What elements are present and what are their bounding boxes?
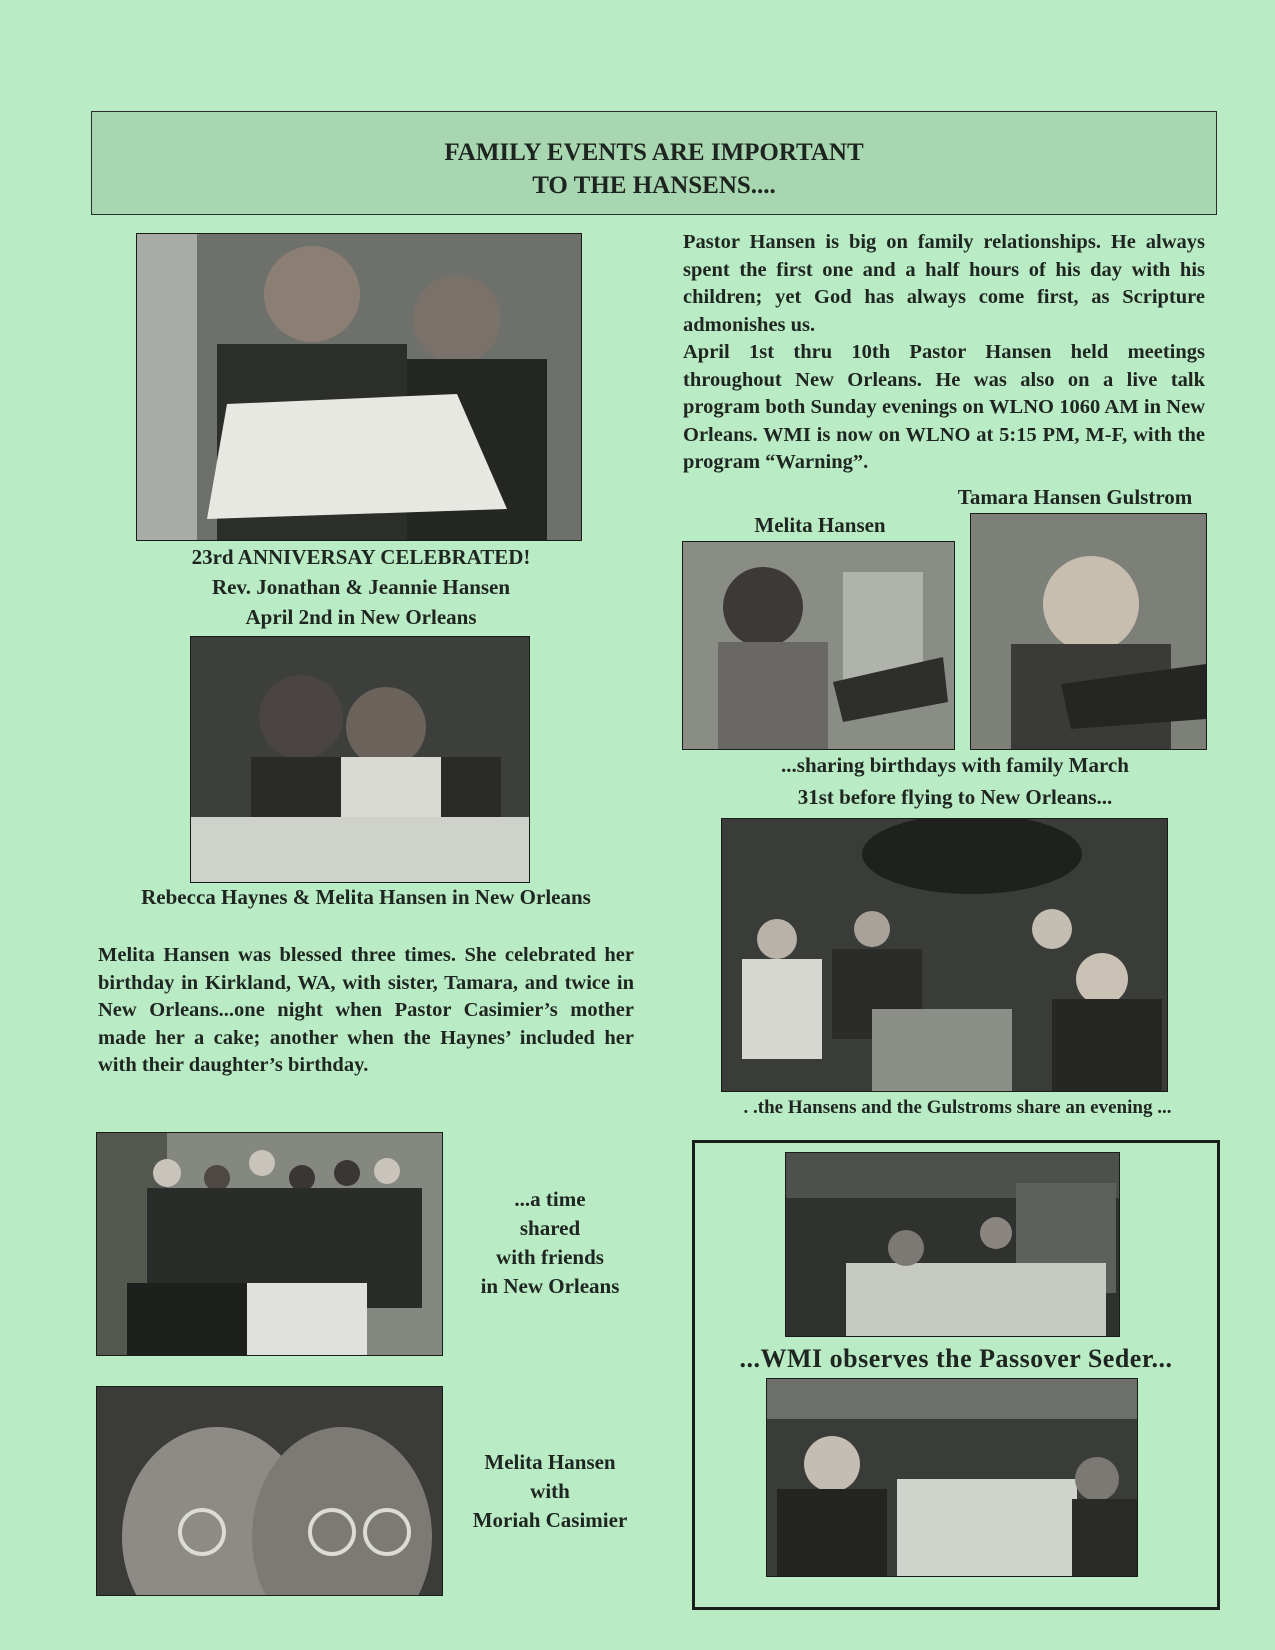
melita-blessed-paragraph: Melita Hansen was blessed three times. She celebrated her birthday in Kirkland, WA, with sister, Tamara, and twice in New Orleans...one night when Pastor Casimier’s mother made her a cake; another when the Haynes’ included her with their daughter’s birthday.: [98, 944, 634, 1076]
evening-caption: . .the Hansens and the Gulstroms share an evening ...: [743, 1097, 1172, 1118]
tamara-label: Tamara Hansen Gulstrom: [957, 485, 1193, 509]
banner-title-line-2: TO THE HANSENS....: [532, 172, 776, 199]
friends-caption-line-1: ...a time: [514, 1187, 586, 1211]
melita-moriah-caption-line-2: with: [530, 1479, 570, 1503]
melita-birthday-photo: [682, 541, 955, 750]
anniversary-photo: [136, 233, 582, 541]
anniversary-caption: [106, 542, 616, 632]
rebecca-melita-caption: Rebecca Haynes & Melita Hansen in New Orleans: [141, 885, 591, 909]
passover-caption: ...WMI observes the Passover Seder...: [739, 1344, 1173, 1373]
melita-moriah-photo: [96, 1386, 443, 1596]
anniversary-caption-line-2: Rev. Jonathan & Jeannie Hansen: [211, 575, 511, 599]
melita-moriah-caption-line-1: Melita Hansen: [484, 1450, 616, 1474]
friends-group-photo: [96, 1132, 443, 1356]
rebecca-melita-photo: [190, 636, 530, 883]
friends-caption-line-4: in New Orleans: [480, 1274, 620, 1298]
friends-caption: [460, 1185, 640, 1301]
april-meetings-paragraph: April 1st thru 10th Pastor Hansen held meetings throughout New Orleans. He was also on a live talk program both Sunday evenings on WLNO 1060 AM in New Orleans. WMI is now on WLNO at 5:15 PM, M-F, with the program “Warning”.: [683, 341, 1205, 473]
tamara-birthday-photo: [970, 513, 1207, 750]
melita-label: Melita Hansen: [754, 513, 886, 537]
melita-moriah-caption: [455, 1448, 645, 1535]
birthdays-caption-line-2: 31st before flying to New Orleans...: [797, 785, 1113, 809]
page-banner: [91, 111, 1217, 215]
anniversary-caption-line-3: April 2nd in New Orleans: [245, 605, 477, 629]
passover-photo-1: [785, 1152, 1120, 1337]
passover-photo-2: [766, 1378, 1138, 1577]
melita-moriah-caption-line-3: Moriah Casimier: [472, 1508, 628, 1532]
hansens-gulstroms-photo: [721, 818, 1168, 1092]
birthdays-caption-line-1: ...sharing birthdays with family March: [781, 753, 1129, 777]
anniversary-caption-line-1: 23rd ANNIVERSAY CELEBRATED!: [191, 545, 531, 569]
birthdays-caption: [700, 749, 1210, 813]
friends-caption-line-2: shared: [519, 1216, 581, 1240]
pastor-family-paragraph: Pastor Hansen is big on family relationships. He always spent the first one and a half hours of his day with his children; yet God has always come first, as Scripture admonishes us.: [683, 231, 1205, 336]
friends-caption-line-3: with friends: [496, 1245, 604, 1269]
banner-title-line-1: FAMILY EVENTS ARE IMPORTANT: [444, 139, 864, 166]
